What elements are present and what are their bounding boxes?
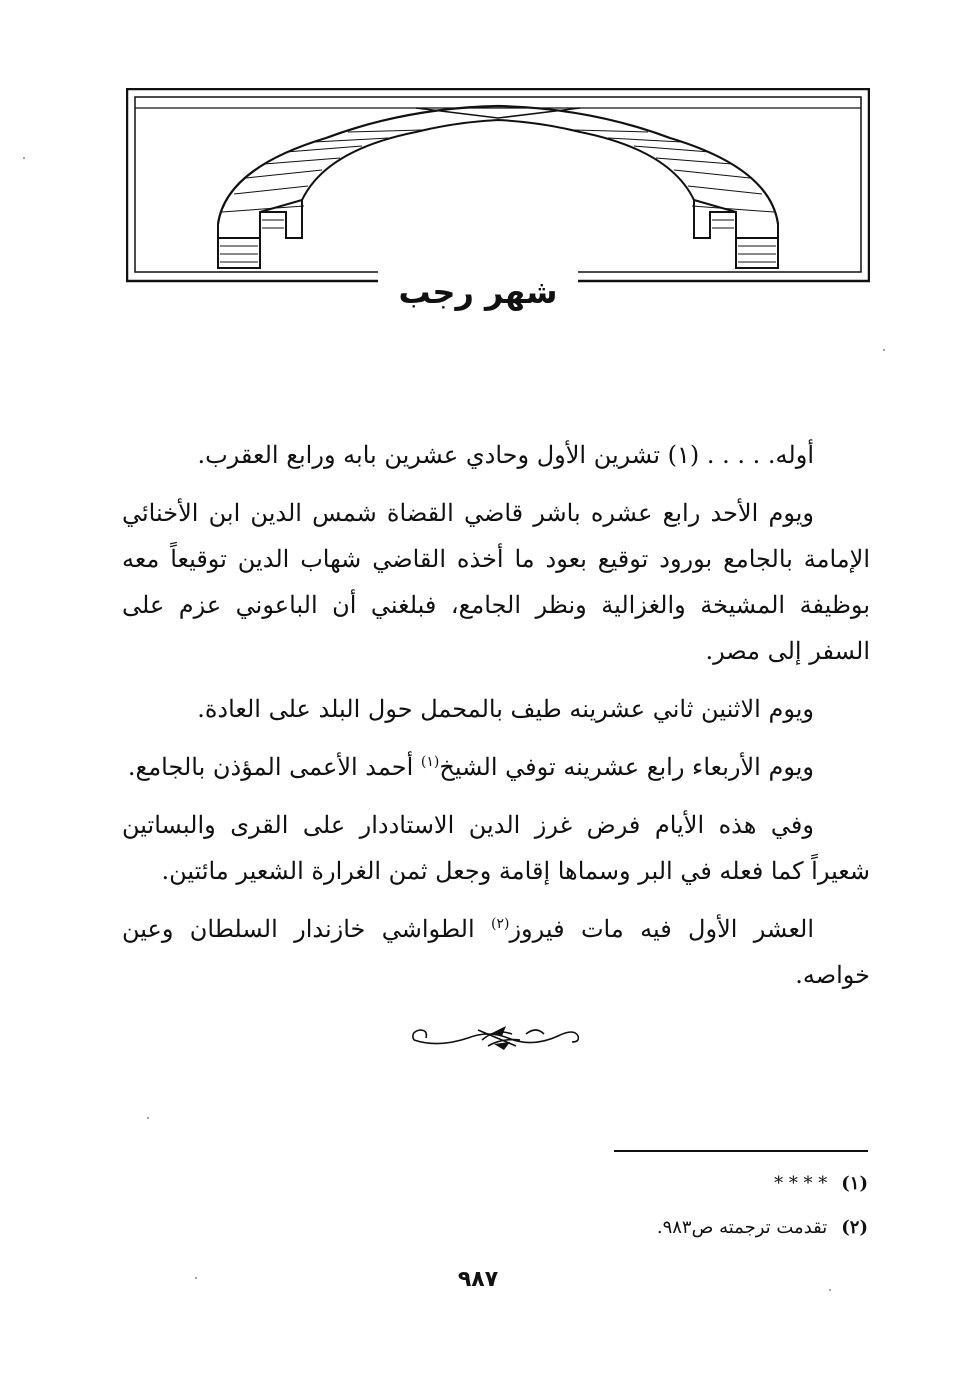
footnote-number: (٢) xyxy=(841,1217,868,1238)
paragraph-text: العشر الأول فيه مات فيروز xyxy=(509,915,814,943)
footnote-reference[interactable]: (١) xyxy=(420,754,440,770)
paragraph: وفي هذه الأيام فرض غرز الدين الاستاددار على القرى والبساتين شعيراً كما فعله في البر وسماها إقامة وجعل ثمن الغرارة الشعير مائتين. xyxy=(122,811,870,885)
paragraph xyxy=(122,906,870,998)
body-text xyxy=(122,432,870,1010)
header-ornament-frame xyxy=(126,88,870,284)
flourish-icon xyxy=(408,1016,584,1060)
footnotes xyxy=(500,1162,868,1250)
paragraph: ويوم الأحد رابع عشره باشر قاضي القضاة شمس الدين ابن الأخنائي الإمامة بالجامع بورود توقيع بعود ما أخذه القاضي شهاب الدين توقيعاً معه بوظيفة المشيخة والغزالية ونظر الجامع، فبلغني أن الباعوني عزم على السفر إلى مصر. xyxy=(122,499,871,665)
footnote-text: تقدمت ترجمته ص٩٨٣. xyxy=(656,1217,828,1238)
section-divider-ornament xyxy=(408,1016,584,1060)
footnote-text: * * * * xyxy=(774,1173,828,1194)
paragraph: ويوم الاثنين ثاني عشرينه طيف بالمحمل حول البلد على العادة. xyxy=(197,695,814,723)
arch-ornament-icon xyxy=(126,88,870,284)
page-number: ٩٨٧ xyxy=(457,1267,499,1292)
chapter-title: شهر رجب xyxy=(378,264,578,320)
paragraph xyxy=(122,744,870,790)
footnote-item xyxy=(500,1162,868,1206)
paragraph-text: الطواشي خازندار السلطان وعين خواصه. xyxy=(122,915,870,989)
paragraph: أوله. . . . . (١) تشرين الأول وحادي عشرين بابه ورابع العقرب. xyxy=(197,441,814,469)
footnote-reference[interactable]: (٢) xyxy=(490,916,510,932)
footnote-item xyxy=(500,1206,868,1250)
paragraph-text: ويوم الأربعاء رابع عشرينه توفي الشيخ xyxy=(439,753,814,781)
footnote-number: (١) xyxy=(841,1173,868,1194)
footnote-separator xyxy=(614,1150,868,1152)
paragraph-text: أحمد الأعمى المؤذن بالجامع. xyxy=(127,753,421,781)
